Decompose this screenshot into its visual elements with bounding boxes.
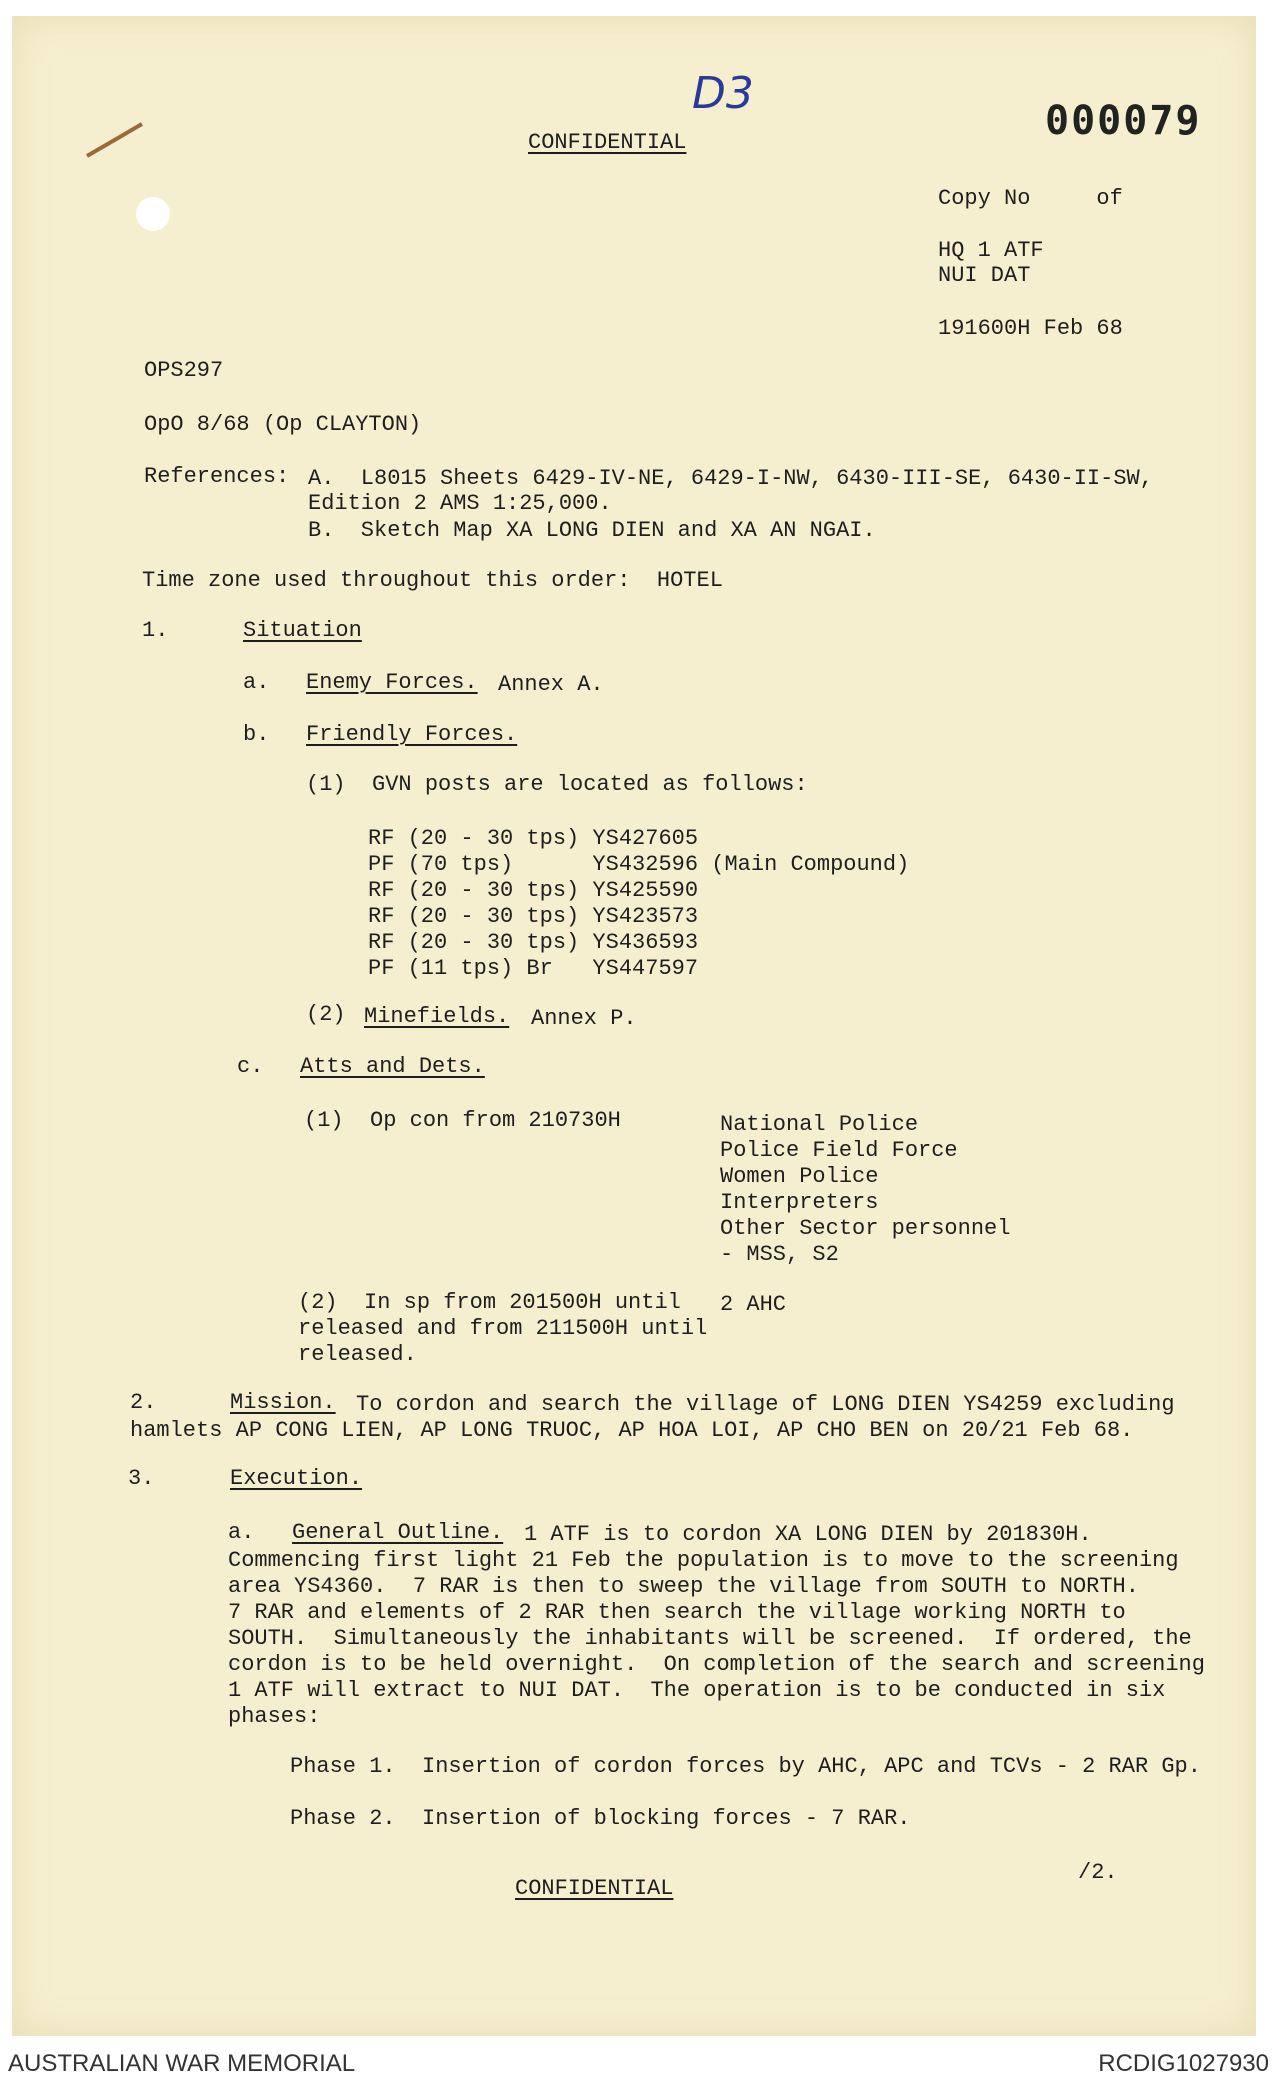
- punch-hole: [136, 197, 170, 231]
- mission-text-line1: To cordon and search the village of LONG DIEN YS4259 excluding: [356, 1392, 1175, 1417]
- gvn-post-row: RF (20 - 30 tps) YS425590: [368, 878, 699, 903]
- date-time-group: 191600H Feb 68: [938, 316, 1123, 341]
- copy-number-line: Copy No of: [938, 186, 1123, 211]
- subpara-c-label: c.: [237, 1054, 264, 1079]
- next-page-marker: /2.: [1078, 1860, 1118, 1885]
- general-outline-line: 1 ATF is to cordon XA LONG DIEN by 201830H.: [524, 1522, 1092, 1547]
- general-outline-line: area YS4360. 7 RAR is then to sweep the village from SOUTH to NORTH.: [228, 1574, 1139, 1599]
- general-outline-heading: General Outline.: [292, 1520, 504, 1545]
- references-label: References:: [144, 464, 290, 489]
- support-line: (2) In sp from 201500H until: [298, 1290, 681, 1315]
- general-outline-line: SOUTH. Simultaneously the inhabitants will be screened. If ordered, the: [228, 1626, 1192, 1651]
- op-con-unit: National Police: [720, 1112, 919, 1137]
- reference-a-line1: A. L8015 Sheets 6429-IV-NE, 6429-I-NW, 6430-III-SE, 6430-II-SW,: [308, 466, 1153, 491]
- op-con-line: (1) Op con from 210730H: [304, 1108, 621, 1133]
- minefields-number: (2): [306, 1002, 346, 1027]
- document-number-stamp: 000079: [1045, 98, 1202, 144]
- classification-top: CONFIDENTIAL: [528, 130, 687, 155]
- situation-heading: Situation: [243, 618, 362, 643]
- general-outline-label: a.: [228, 1520, 255, 1545]
- subpara-a-label: a.: [243, 670, 270, 695]
- support-line: released and from 211500H until: [298, 1316, 708, 1341]
- execution-heading: Execution.: [230, 1466, 363, 1491]
- enemy-forces-heading: Enemy Forces.: [306, 670, 478, 695]
- handwritten-annotation: D3: [692, 68, 754, 119]
- section-3-number: 3.: [128, 1466, 155, 1491]
- gvn-post-row: RF (20 - 30 tps) YS423573: [368, 904, 699, 929]
- support-line: released.: [298, 1342, 417, 1367]
- attachments-heading: Atts and Dets.: [300, 1054, 485, 1079]
- footer-id: RCDIG1027930: [1098, 2050, 1269, 2077]
- subpara-b-label: b.: [243, 722, 270, 747]
- footer-credit: AUSTRALIAN WAR MEMORIAL: [8, 2050, 356, 2077]
- pin-mark-icon: [82, 116, 162, 166]
- headquarters-line: HQ 1 ATF: [938, 238, 1044, 263]
- section-2-number: 2.: [130, 1390, 157, 1415]
- op-con-unit: Women Police: [720, 1164, 879, 1189]
- general-outline-line: Commencing first light 21 Feb the population is to move to the screening: [228, 1548, 1179, 1573]
- mission-heading: Mission.: [230, 1390, 336, 1415]
- op-con-unit: Other Sector personnel: [720, 1216, 1011, 1241]
- gvn-posts-intro: (1) GVN posts are located as follows:: [306, 772, 808, 797]
- minefields-heading: Minefields.: [364, 1004, 510, 1029]
- gvn-post-row: RF (20 - 30 tps) YS436593: [368, 930, 699, 955]
- op-con-unit: Police Field Force: [720, 1138, 958, 1163]
- file-reference: OPS297: [144, 358, 224, 383]
- gvn-post-row: RF (20 - 30 tps) YS427605: [368, 826, 699, 851]
- general-outline-line: 7 RAR and elements of 2 RAR then search the village working NORTH to: [228, 1600, 1126, 1625]
- order-title: OpO 8/68 (Op CLAYTON): [144, 412, 422, 437]
- op-con-unit: - MSS, S2: [720, 1242, 839, 1267]
- time-zone-line: Time zone used throughout this order: HOTEL: [142, 568, 723, 593]
- minefields-annex: Annex P.: [531, 1006, 637, 1031]
- support-unit: 2 AHC: [720, 1292, 787, 1317]
- section-1-number: 1.: [142, 618, 169, 643]
- phase-1: Phase 1. Insertion of cordon forces by AHC, APC and TCVs - 2 RAR Gp.: [290, 1754, 1201, 1779]
- phase-2: Phase 2. Insertion of blocking forces - 7 RAR.: [290, 1806, 911, 1831]
- reference-a-line2: Edition 2 AMS 1:25,000.: [308, 491, 612, 516]
- op-con-unit: Interpreters: [720, 1190, 879, 1215]
- general-outline-line: 1 ATF will extract to NUI DAT. The operation is to be conducted in six: [228, 1678, 1166, 1703]
- gvn-post-row: PF (11 tps) Br YS447597: [368, 956, 699, 981]
- friendly-forces-heading: Friendly Forces.: [306, 722, 518, 747]
- enemy-forces-annex: Annex A.: [498, 672, 604, 697]
- general-outline-line: cordon is to be held overnight. On completion of the search and screening: [228, 1652, 1205, 1677]
- reference-b: B. Sketch Map XA LONG DIEN and XA AN NGAI.: [308, 518, 876, 543]
- general-outline-line: phases:: [228, 1704, 321, 1729]
- gvn-post-row: PF (70 tps) YS432596 (Main Compound): [368, 852, 910, 877]
- mission-text-line2: hamlets AP CONG LIEN, AP LONG TRUOC, AP HOA LOI, AP CHO BEN on 20/21 Feb 68.: [130, 1418, 1134, 1443]
- location-line: NUI DAT: [938, 263, 1031, 288]
- classification-bottom: CONFIDENTIAL: [515, 1876, 674, 1901]
